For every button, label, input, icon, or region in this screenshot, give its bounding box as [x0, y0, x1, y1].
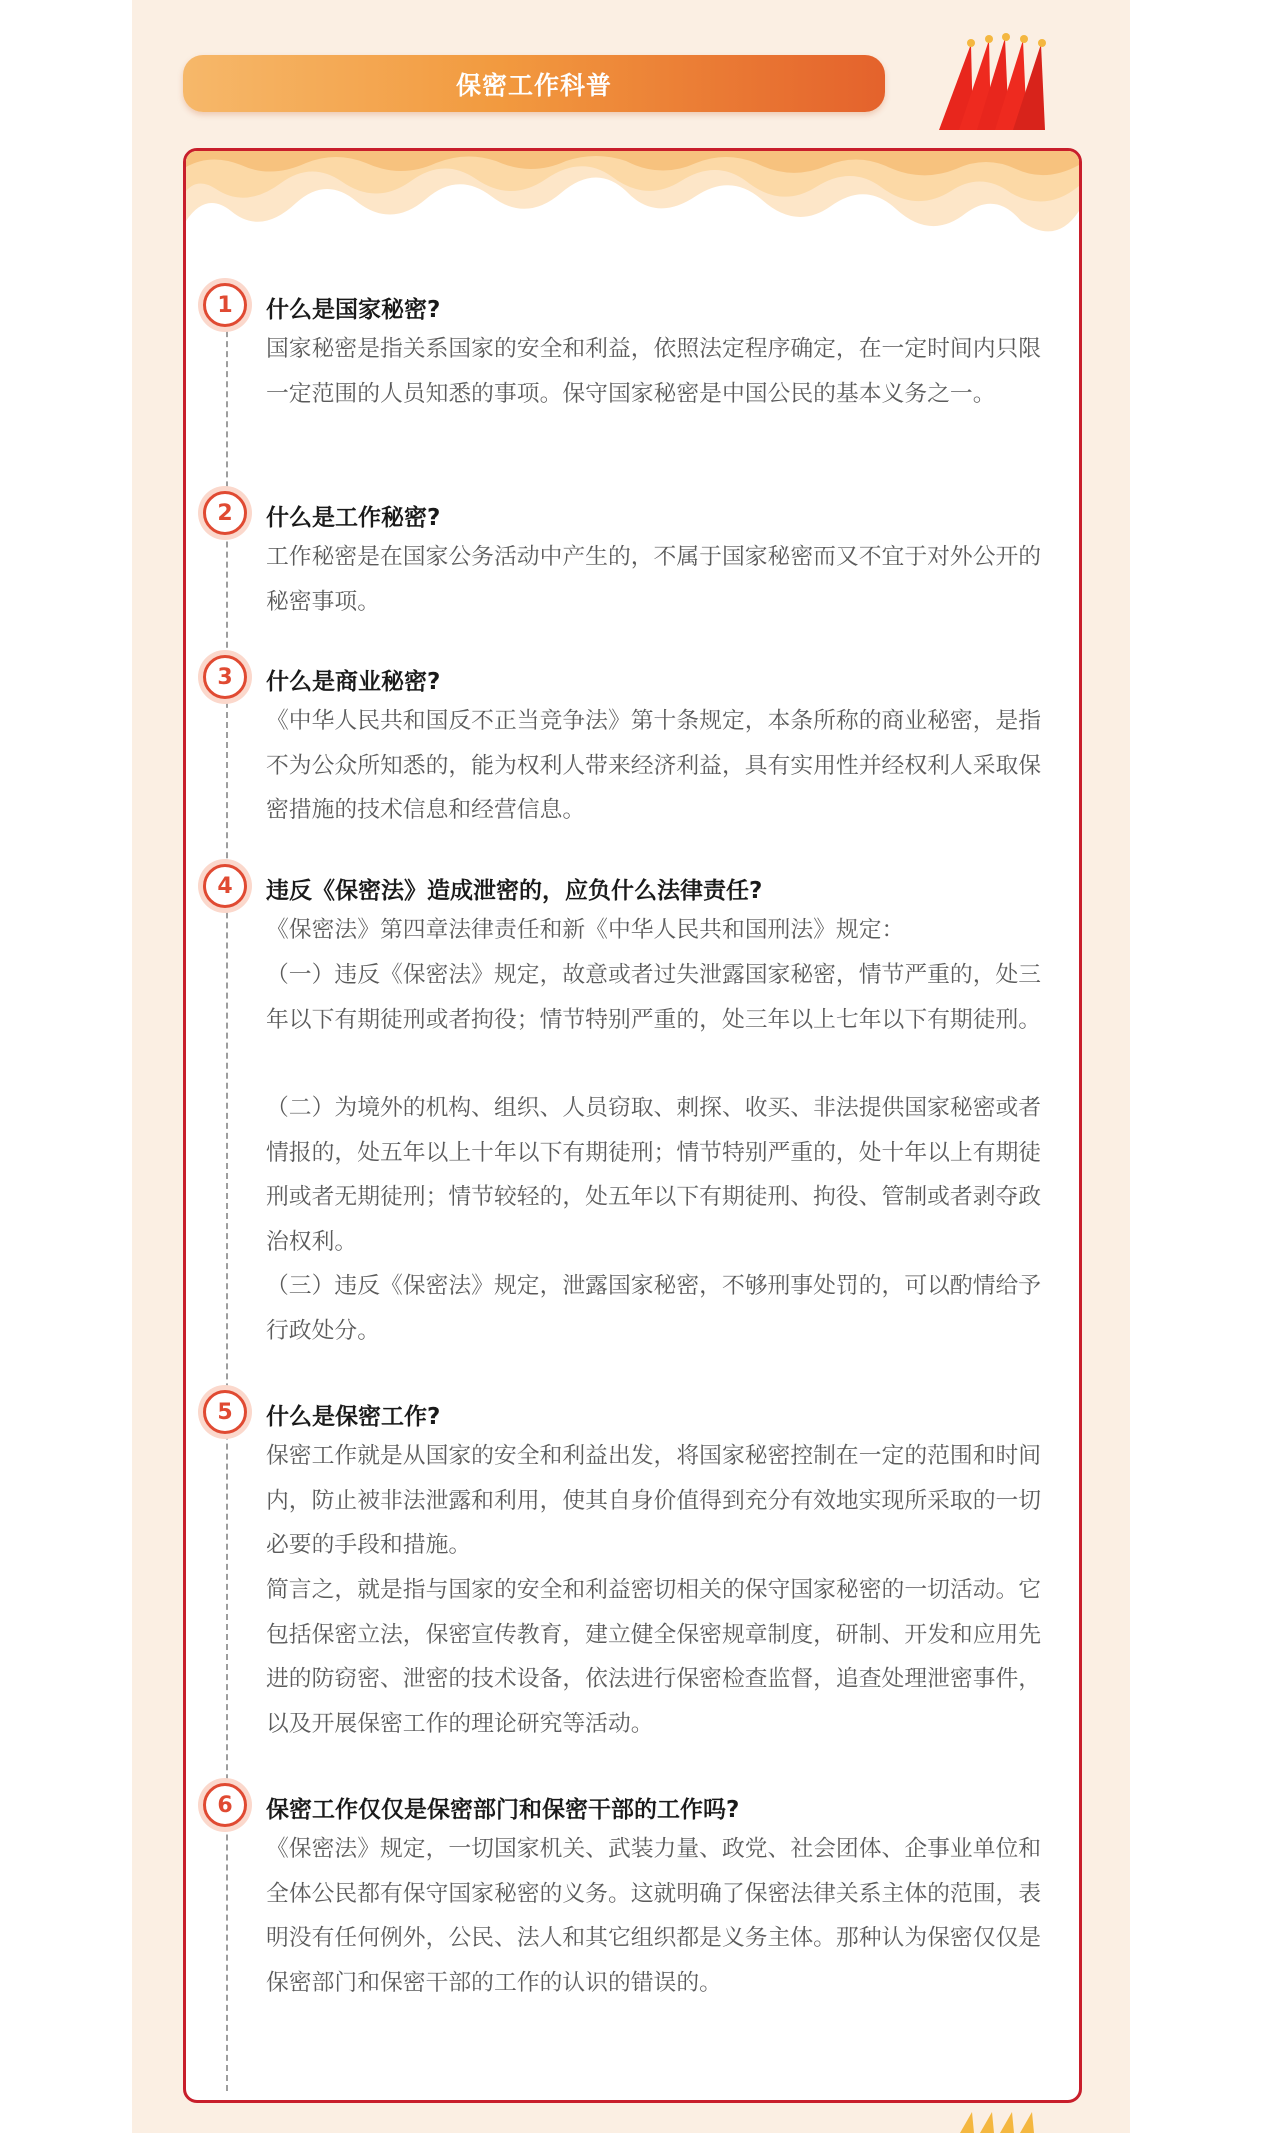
section-paragraph: （一）违反《保密法》规定，故意或者过失泄露国家秘密，情节严重的，处三年以下有期徒刑或者拘役；情节特别严重的，处三年以上七年以下有期徒刑。 — [266, 962, 1042, 1033]
title-banner — [183, 55, 885, 112]
cloud-decoration — [186, 151, 1079, 261]
page-title: 保密工作科普 — [455, 70, 612, 100]
section-paragraph: （三）违反《保密法》规定，泄露国家秘密，不够刑事处罚的，可以酌情给予行政处分。 — [266, 1273, 1042, 1344]
section-question: 什么是国家秘密? — [266, 297, 441, 323]
section-question: 什么是商业秘密? — [266, 669, 441, 695]
section-paragraph: （二）为境外的机构、组织、人员窃取、刺探、收买、非法提供国家秘密或者情报的，处五年以上十年以下有期徒刑；情节特别严重的，处十年以上有期徒刑或者无期徒刑；情节较轻的，处五年以下有期徒刑、拘役、管制或者剥夺政治权利。 — [266, 1095, 1042, 1255]
section-number-badge: 2 — [203, 491, 247, 535]
red-flags-icon — [925, 30, 1055, 140]
section-paragraph: 简言之，就是指与国家的安全和利益密切相关的保守国家秘密的一切活动。它包括保密立法，保密宣传教育，建立健全保密规章制度，研制、开发和应用先进的防窃密、泄密的技术设备，依法进行保密检查监督，追查处理泄密事件，以及开展保密工作的理论研究等活动。 — [266, 1577, 1042, 1737]
section-number-badge: 3 — [203, 655, 247, 699]
content-card — [183, 148, 1082, 2103]
section-paragraph: 保密工作就是从国家的安全和利益出发，将国家秘密控制在一定的范围和时间内，防止被非法泄露和利用，使其自身价值得到充分有效地实现所采取的一切必要的手段和措施。 — [266, 1443, 1042, 1558]
section-paragraph: 工作秘密是在国家公务活动中产生的，不属于国家秘密而又不宜于对外公开的秘密事项。 — [266, 544, 1042, 615]
section-paragraph: 《保密法》规定，一切国家机关、武装力量、政党、社会团体、企事业单位和全体公民都有保守国家秘密的义务。这就明确了保密法律关系主体的范围，表明没有任何例外，公民、法人和其它组织都是义务主体。那种认为保密仅仅是保密部门和保密干部的工作的认识的错误的。 — [266, 1836, 1042, 1996]
section-question: 什么是工作秘密? — [266, 505, 441, 531]
section-paragraph: 《保密法》第四章法律责任和新《中华人民共和国刑法》规定： — [266, 917, 905, 943]
bottom-flags-icon — [950, 2108, 1050, 2133]
section-number-badge: 6 — [203, 1783, 247, 1827]
section-question: 什么是保密工作? — [266, 1404, 441, 1430]
section-question: 保密工作仅仅是保密部门和保密干部的工作吗? — [266, 1797, 740, 1823]
section-number-badge: 4 — [203, 864, 247, 908]
section-question: 违反《保密法》造成泄密的，应负什么法律责任? — [266, 878, 763, 904]
section-paragraph: 国家秘密是指关系国家的安全和利益，依照法定程序确定，在一定时间内只限一定范围的人员知悉的事项。保守国家秘密是中国公民的基本义务之一。 — [266, 336, 1042, 407]
section-paragraph: 《中华人民共和国反不正当竞争法》第十条规定，本条所称的商业秘密，是指不为公众所知悉的，能为权利人带来经济利益，具有实用性并经权利人采取保密措施的技术信息和经营信息。 — [266, 708, 1042, 823]
section-number-badge: 1 — [203, 283, 247, 327]
section-number-badge: 5 — [203, 1390, 247, 1434]
